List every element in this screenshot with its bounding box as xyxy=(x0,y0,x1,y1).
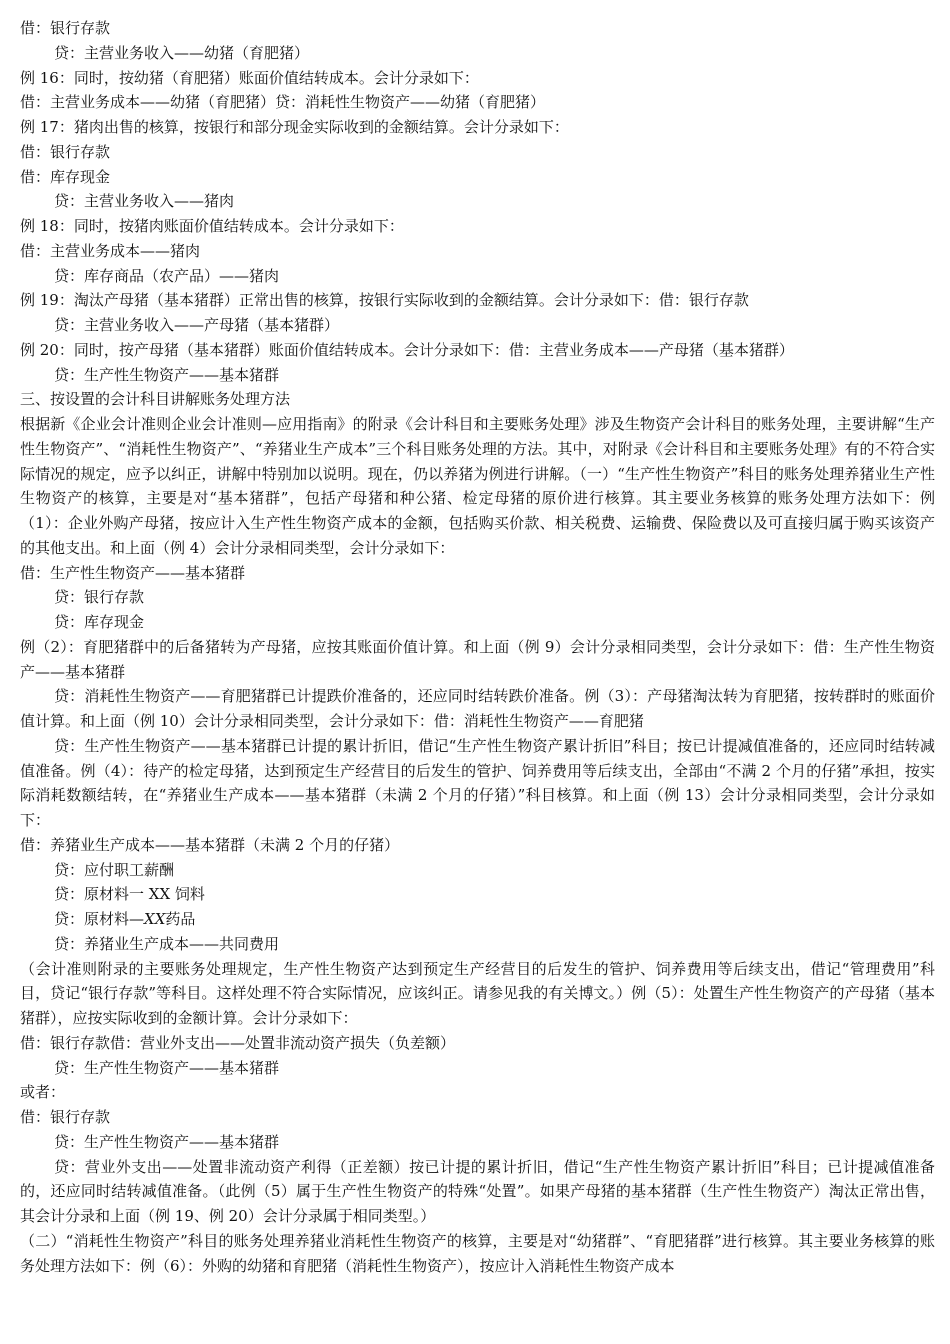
entry-line: 贷：应付职工薪酬 xyxy=(54,860,175,879)
entries-block-3 xyxy=(20,833,935,907)
entries-block-5 xyxy=(20,1031,935,1155)
document-page xyxy=(20,16,935,1278)
entry-line: 借：银行存款借：营业外支出——处置非流动资产损失（负差额） xyxy=(20,1033,456,1052)
entry-line: 贷：库存现金 xyxy=(54,613,145,631)
paragraph-note-example-5: （会计准则附录的主要账务处理规定，生产性生物资产达到预定生产经营目的后发生的管护、饲养费用等后续支出，借记“管理费用”科目，贷记“银行存款”等科目。这样处理不符合实际情况，应该纠正。请参见我的有关博文。）例（5）：处置生产性生物资产的产母猪（基本猪群），应按实际收到的金额计算。会计分录如下： xyxy=(20,959,935,1027)
entry-line: 例 18：同时，按猪肉账面价值结转成本。会计分录如下： xyxy=(20,217,404,235)
entries-block-2 xyxy=(20,561,935,635)
entry-line: 贷：主营业务收入——幼猪（育肥猪） xyxy=(54,43,310,62)
entry-line: 贷：原材料一 XX 饲料 xyxy=(54,885,205,904)
entry-line: 借：主营业务成本——猪肉 xyxy=(20,241,201,260)
entry-line: 贷：生产性生物资产——基本猪群 xyxy=(54,1132,280,1151)
entry-drug-prefix: 贷：原材料— xyxy=(54,910,145,928)
entry-line: 例 16：同时，按幼猪（育肥猪）账面价值结转成本。会计分录如下： xyxy=(20,68,479,87)
entry-line: 借：银行存款 xyxy=(20,19,111,37)
entry-line: 贷：主营业务收入——猪肉 xyxy=(54,192,235,211)
entry-line: 贷：库存商品（农产品）——猪肉 xyxy=(54,266,280,285)
entry-line: 借：库存现金 xyxy=(20,167,111,186)
paragraph-example-2: 例（2）：育肥猪群中的后备猪转为产母猪，应按其账面价值计算。和上面（例 9）会计分录相同类型，会计分录如下：借：生产性生物资产——基本猪群 xyxy=(20,637,935,681)
entry-line: 贷：生产性生物资产——基本猪群 xyxy=(54,365,280,384)
paragraph-section-two: （二）“消耗性生物资产”科目的账务处理养猪业消耗性生物资产的核算，主要是对“幼猪群”、“育肥猪群”进行核算。其主要业务核算的账务处理方法如下：例（6）：外购的幼猪和育肥猪（消耗性生物资产），按应计入消耗性生物资产成本 xyxy=(20,1231,935,1275)
entries-block-4 xyxy=(20,932,935,957)
entry-line: 贷：主营业务收入——产母猪（基本猪群） xyxy=(54,316,340,334)
entry-line: 借：养猪业生产成本——基本猪群（未满 2 个月的仔猪） xyxy=(20,835,400,854)
entry-line: 例 19：淘汰产母猪（基本猪群）正常出售的核算，按银行实际收到的金额结算。会计分录如下：借：银行存款 xyxy=(20,291,749,310)
entry-line: 例 17：猪肉出售的核算，按银行和部分现金实际收到的金额结算。会计分录如下： xyxy=(20,118,569,136)
entry-line: 或者： xyxy=(20,1083,66,1102)
entry-drug-line xyxy=(20,907,935,932)
paragraph-disposal-note: 贷：营业外支出——处置非流动资产利得（正差额）按已计提的累计折旧，借记“生产性生物资产累计折旧”科目；已计提减值准备的，还应同时结转减值准备。（此例（5）属于生产性生物资产的特殊“处置”。如果产母猪的基本猪群（生产性生物资产）淘汰正常出售，其会计分录和上面（例 19、例 20）会计分录属于相同类型。） xyxy=(20,1157,935,1225)
paragraph-example-4: 贷：生产性生物资产——基本猪群已计提的累计折旧，借记“生产性生物资产累计折旧”科目；按已计提减值准备的，还应同时结转减值准备。例（4）：待产的检定母猪，达到预定生产经营目的后发生的管护、饲养费用等后续支出，全部由“不满 2 个月的仔猪”承担，按实际消耗数额结转，在“养猪业生产成本——基本猪群（未满 2 个月的仔猪）”科目核算。和上面（例 13）会计分录相同类型，会计分录如下： xyxy=(20,736,935,829)
paragraph-example-3: 贷：消耗性生物资产——育肥猪群已计提跌价准备的，还应同时结转跌价准备。例（3）：产母猪淘汰转为育肥猪，按转群时的账面价值计算。和上面（例 10）会计分录相同类型，会计分录如下：借：消耗性生物资产——育肥猪 xyxy=(20,687,935,730)
entry-drug-suffix: 药品 xyxy=(165,910,196,928)
entry-line: 借：银行存款 xyxy=(20,1108,111,1126)
entry-line: 贷：银行存款 xyxy=(54,588,145,607)
entry-line: 贷：生产性生物资产——基本猪群 xyxy=(54,1058,280,1077)
entry-line: 三、按设置的会计科目讲解账务处理方法 xyxy=(20,390,291,409)
entry-drug-italic: XX xyxy=(144,910,166,928)
entry-line: 借：生产性生物资产——基本猪群 xyxy=(20,563,246,582)
paragraph-intro: 根据新《企业会计准则企业会计准则—应用指南》的附录《会计科目和主要账务处理》涉及生物资产会计科目的账务处理，主要讲解“生产性生物资产”、“消耗性生物资产”、“养猪业生产成本”三个科目账务处理的方法。其中，对附录《会计科目和主要账务处理》有的不符合实际情况的规定，应予以纠正，讲解中特别加以说明。现在，仍以养猪为例进行讲解。（一）“生产性生物资产”科目的账务处理养猪业生产性生物资产的核算，主要是对“基本猪群”，包括产母猪和种公猪、检定母猪的原价进行核算。其主要业务核算的账务处理方法如下：例（1）：企业外购产母猪，按应计入生产性生物资产成本的金额，包括购买价款、相关税费、运输费、保险费以及可直接归属于购买该资产的其他支出。和上面（例 4）会计分录相同类型，会计分录如下： xyxy=(20,415,935,557)
entry-line: 借：主营业务成本——幼猪（育肥猪）贷：消耗性生物资产——幼猪（育肥猪） xyxy=(20,93,546,112)
entries-block-1 xyxy=(20,16,935,412)
entry-line: 借：银行存款 xyxy=(20,142,111,161)
entry-line: 贷：养猪业生产成本——共同费用 xyxy=(54,934,280,953)
entry-line: 例 20：同时，按产母猪（基本猪群）账面价值结转成本。会计分录如下：借：主营业务成本——产母猪（基本猪群） xyxy=(20,340,794,359)
